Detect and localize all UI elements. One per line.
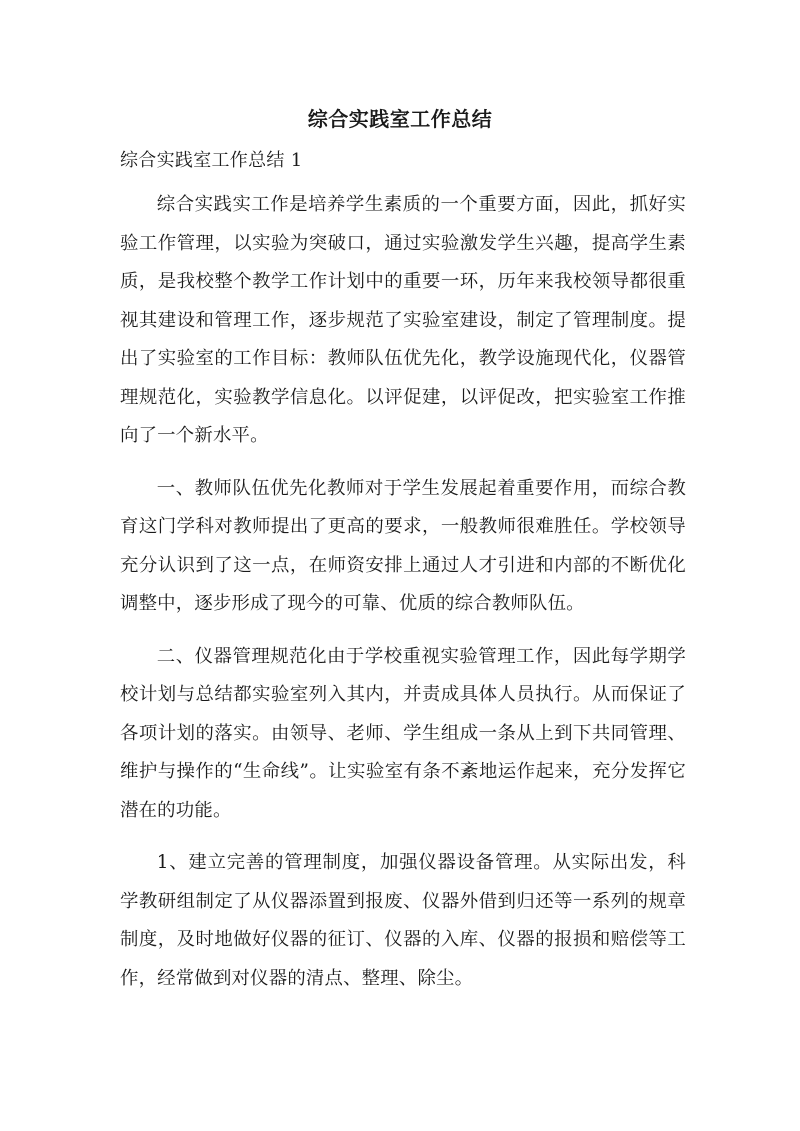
document-subtitle: 综合实践室工作总结 1 bbox=[120, 150, 303, 171]
paragraph-equipment: 二、仪器管理规范化由于学校重视实验管理工作，因此每学期学校计划与总结都实验室列入其内，并责成具体人员执行。从而保证了各项计划的落实。由领导、老师、学生组成一条从上到下共同管理、维护与操作的“生命线”。让实验室有条不紊地运作起来，充分发挥它潜在的功能。 bbox=[120, 645, 686, 821]
document-title: 综合实践室工作总结 bbox=[307, 107, 493, 131]
paragraph-rules: 1、建立完善的管理制度，加强仪器设备管理。从实际出发，科学教研组制定了从仪器添置到报废、仪器外借到归还等一系列的规章制度，及时地做好仪器的征订、仪器的入库、仪器的报损和赔偿等工作，经常做到对仪器的清点、整理、除尘。 bbox=[120, 852, 686, 989]
paragraph-teachers: 一、教师队伍优先化教师对于学生发展起着重要作用，而综合教育这门学科对教师提出了更高的要求，一般教师很难胜任。学校领导充分认识到了这一点，在师资安排上通过人才引进和内部的不断优化调整中，逐步形成了现今的可靠、优质的综合教师队伍。 bbox=[120, 477, 686, 614]
paragraph-intro: 综合实践实工作是培养学生素质的一个重要方面，因此，抓好实验工作管理，以实验为突破口，通过实验激发学生兴趣，提高学生素质，是我校整个教学工作计划中的重要一环，历年来我校领导都很重视其建设和管理工作，逐步规范了实验室建设，制定了管理制度。提出了实验室的工作目标：教师队伍优先化，教学设施现代化，仪器管理规范化，实验教学信息化。以评促建，以评促改，把实验室工作推向了一个新水平。 bbox=[120, 194, 686, 446]
document-body bbox=[120, 186, 686, 1012]
